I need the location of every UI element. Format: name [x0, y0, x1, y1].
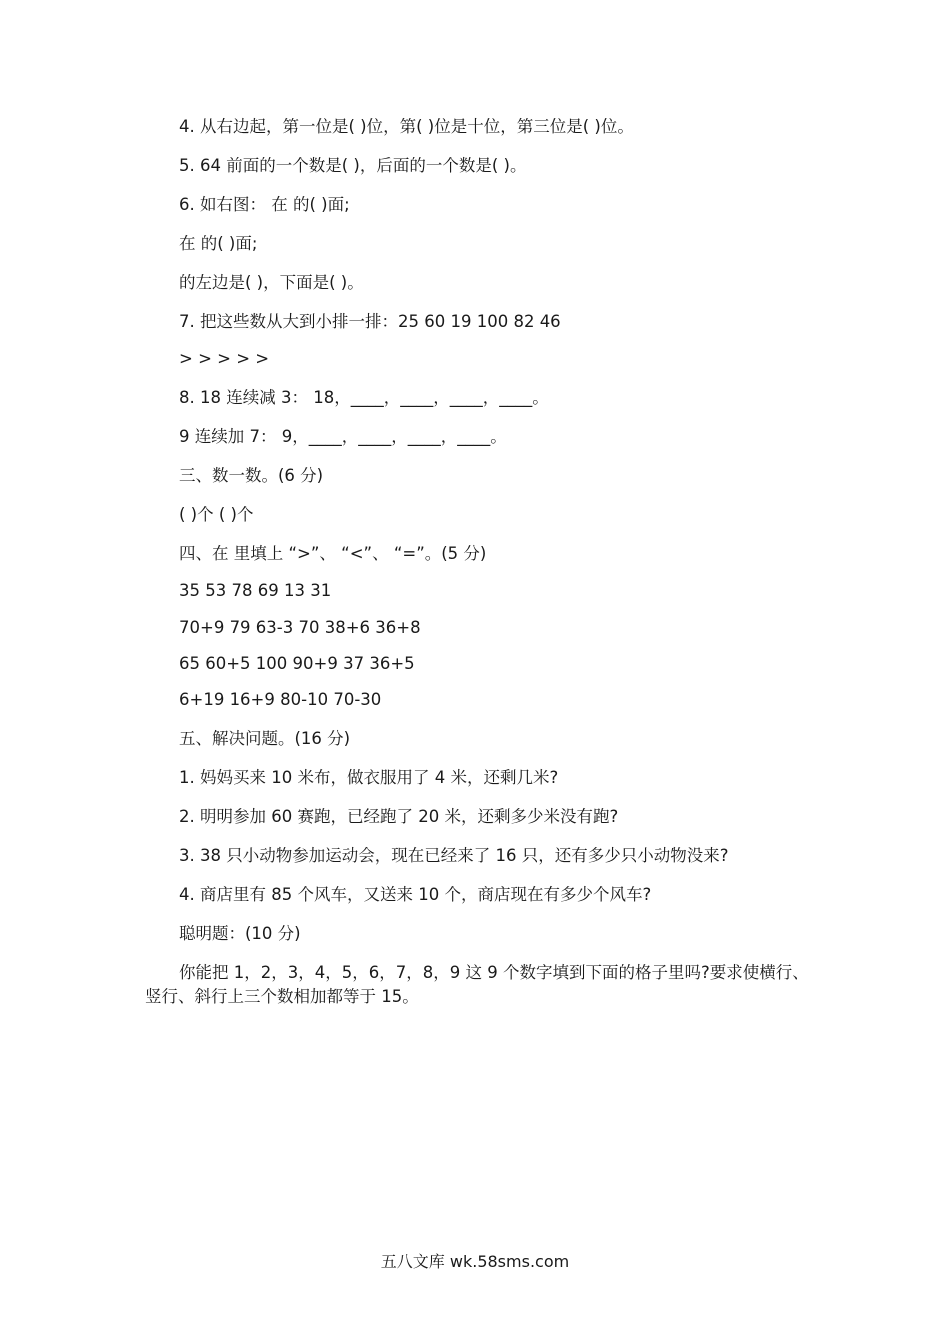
- problem-1: 1. 妈妈买来 10 米布，做衣服用了 4 米，还剩几米?: [179, 768, 559, 787]
- question-6-position-line-2: 在 的( )面;: [179, 234, 258, 253]
- question-6-position-line-3: 的左边是( )，下面是( )。: [179, 273, 364, 292]
- comparison-row-2: 70+9 79 63-3 70 38+6 36+8: [179, 618, 421, 637]
- problem-2: 2. 明明参加 60 赛跑，已经跑了 20 米，还剩多少米没有跑?: [179, 807, 619, 826]
- question-6-position: 6. 如右图： 在 的( )面;: [179, 195, 350, 214]
- problem-3: 3. 38 只小动物参加运动会，现在已经来了 16 只，还有多少只小动物没来?: [179, 846, 729, 865]
- problem-4: 4. 商店里有 85 个风车，又送来 10 个，商店现在有多少个风车?: [179, 885, 652, 904]
- section-5-heading: 五、解决问题。(16 分): [179, 729, 351, 748]
- comparison-row-4: 6+19 16+9 80-10 70-30: [179, 690, 382, 709]
- question-8-add-sequence: 9 连续加 7： 9，____，____，____，____。: [179, 427, 507, 446]
- question-5-neighbors: 5. 64 前面的一个数是( )，后面的一个数是( )。: [179, 156, 527, 175]
- bonus-heading: 聪明题：(10 分): [179, 924, 301, 943]
- comparison-row-1: 35 53 78 69 13 31: [179, 581, 332, 600]
- question-4-place-value: 4. 从右边起，第一位是( )位，第( )位是十位，第三位是( )位。: [179, 117, 634, 136]
- section-3-count-blanks: ( )个 ( )个: [179, 505, 254, 524]
- question-7-comparison-signs: > > > > >: [179, 349, 270, 368]
- bonus-question-paragraph: 你能把 1，2，3，4，5，6，7，8，9 这 9 个数字填到下面的格子里吗?要求使横行、竖行、斜行上三个数相加都等于 15。: [145, 963, 809, 1006]
- comparison-row-3: 65 60+5 100 90+9 37 36+5: [179, 654, 415, 673]
- question-7-order: 7. 把这些数从大到小排一排：25 60 19 100 82 46: [179, 312, 561, 331]
- section-3-heading: 三、数一数。(6 分): [179, 466, 324, 485]
- page-footer: 五八文库 wk.58sms.com: [380, 1252, 570, 1271]
- section-4-heading: 四、在 里填上 “>”、 “<”、 “=”。(5 分): [179, 544, 487, 563]
- question-8-subtract-sequence: 8. 18 连续减 3： 18，____，____，____，____。: [179, 388, 549, 407]
